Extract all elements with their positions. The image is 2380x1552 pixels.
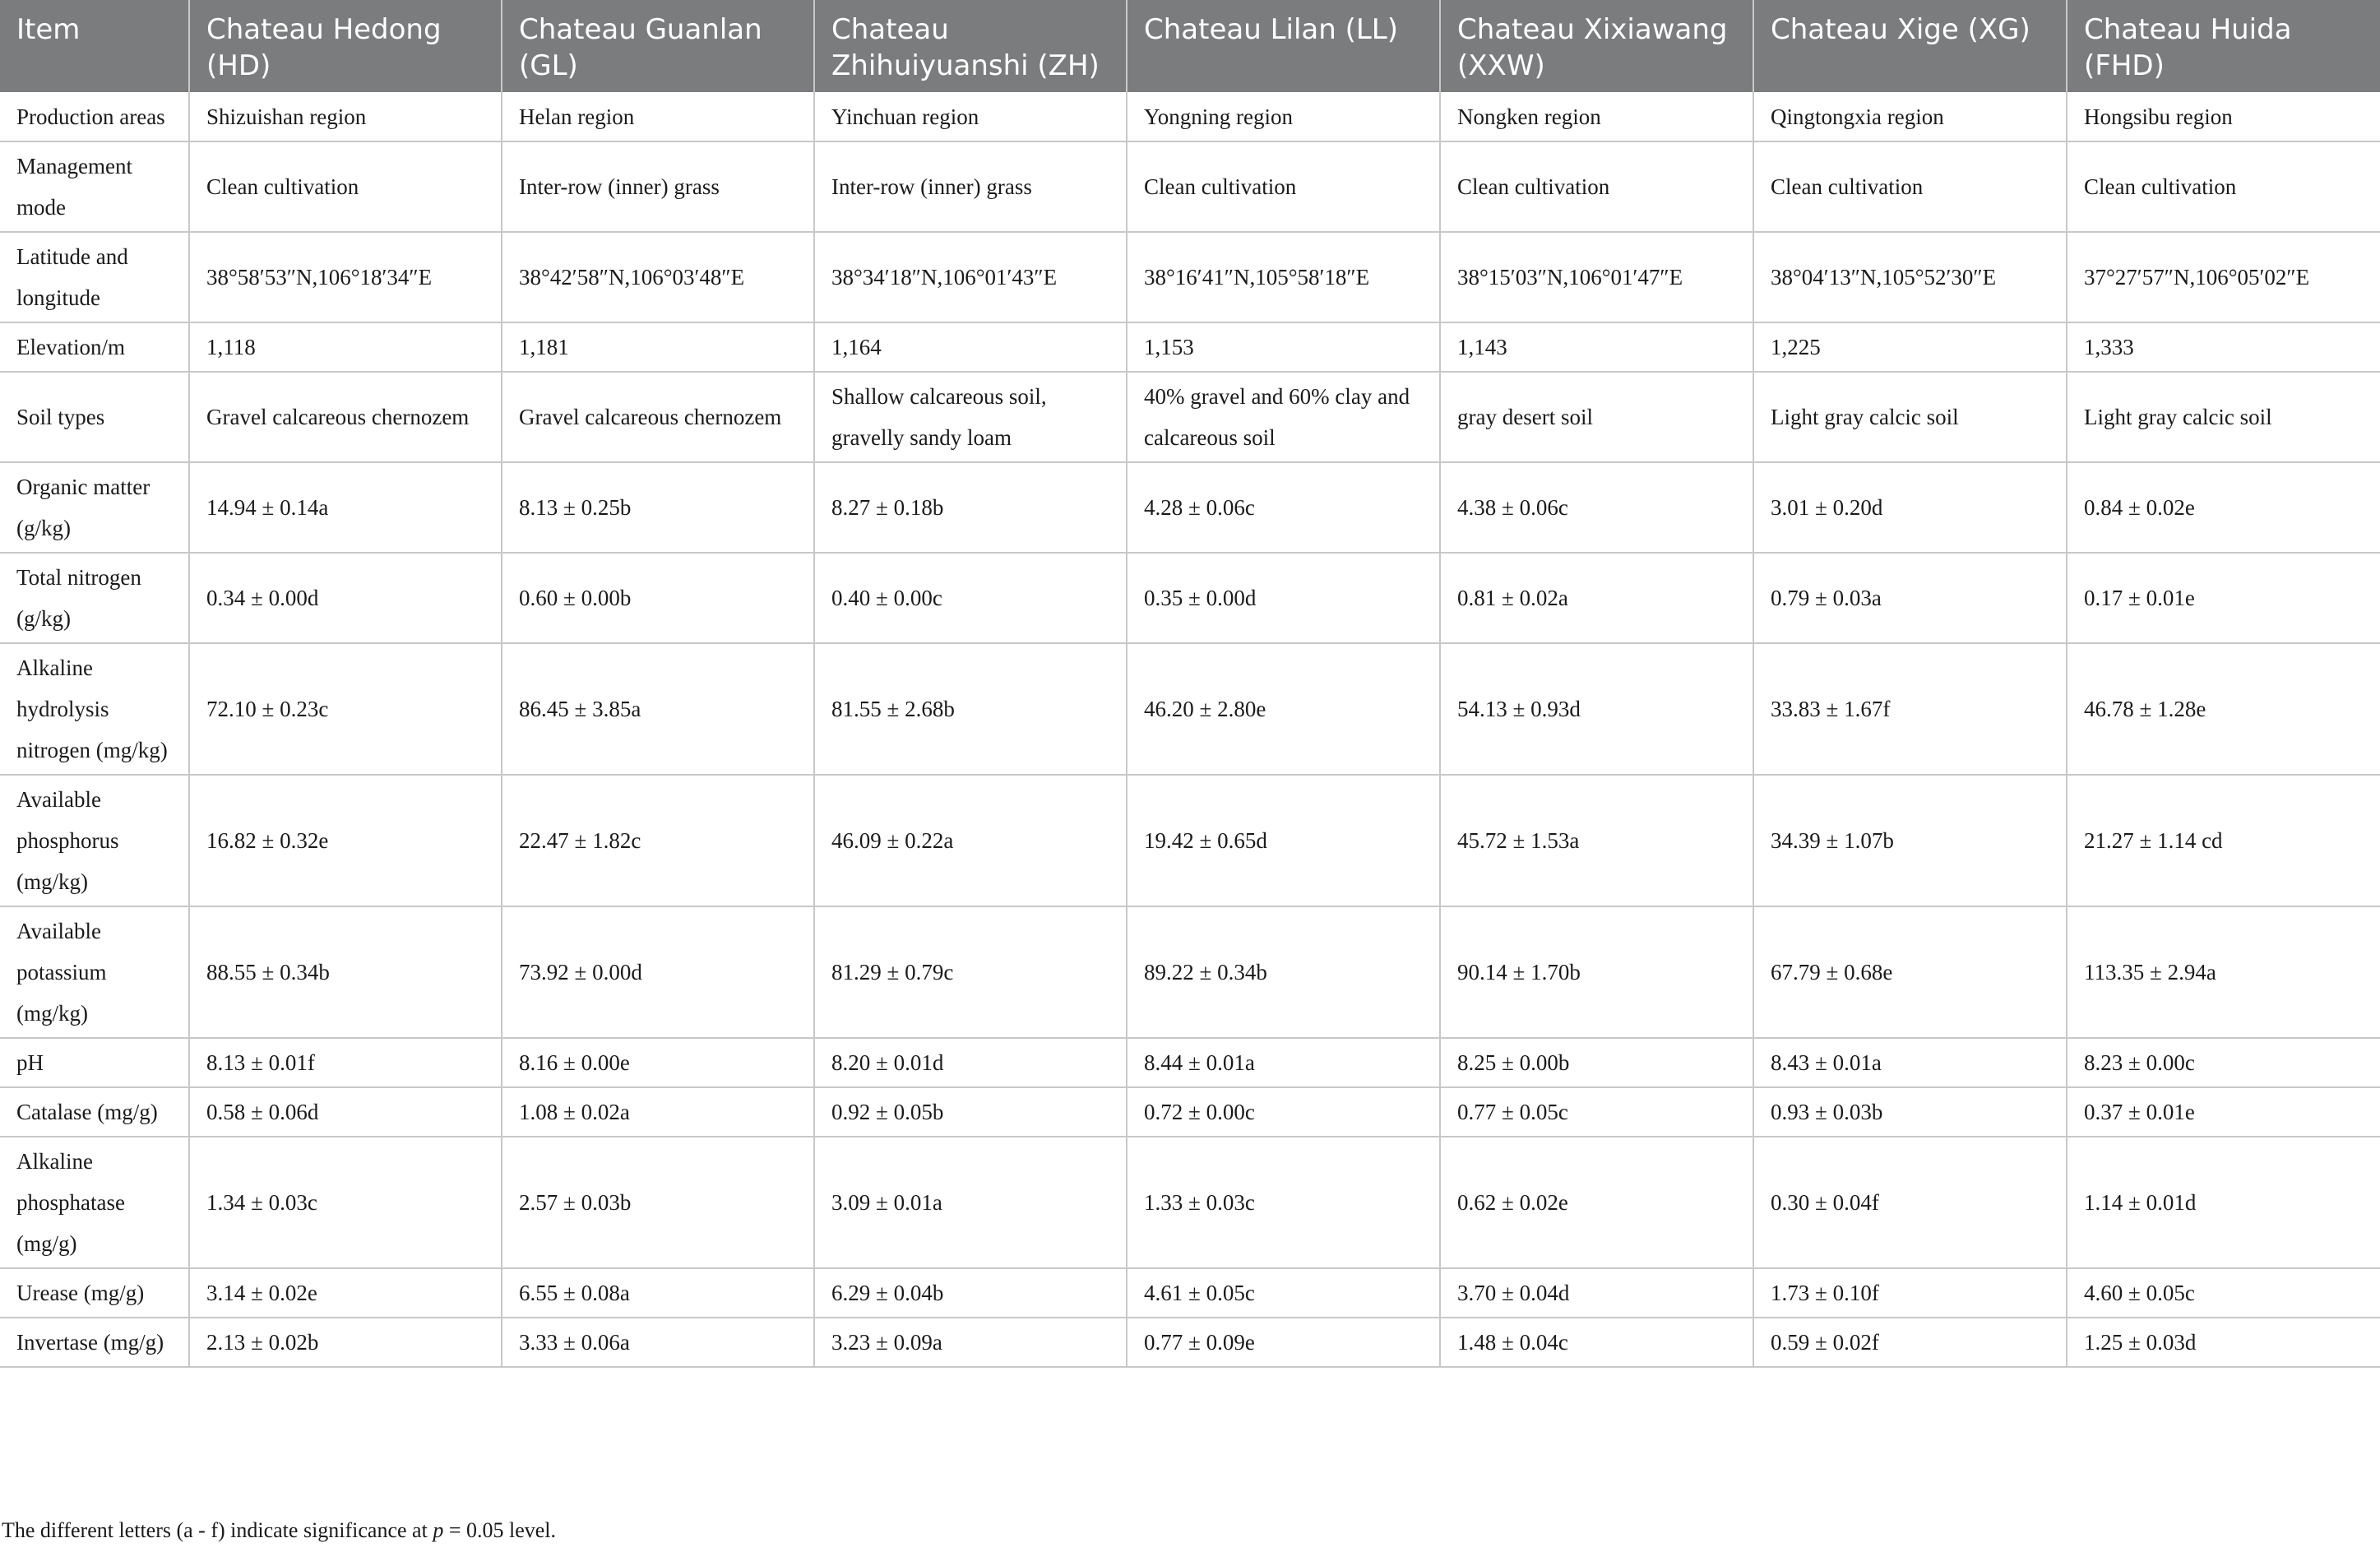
row-label-cell: Latitude and longitude <box>0 232 189 322</box>
table-cell: 45.72 ± 1.53a <box>1440 775 1753 906</box>
column-header-chateau: Chateau Hedong (HD) <box>189 0 502 92</box>
table-cell: 54.13 ± 0.93d <box>1440 643 1753 775</box>
table-cell: 3.14 ± 0.02e <box>189 1268 502 1318</box>
table-cell: Shizuishan region <box>189 92 502 141</box>
table-cell: Clean cultivation <box>1440 141 1753 232</box>
table-cell: 0.17 ± 0.01e <box>2067 553 2380 643</box>
table-cell: 8.25 ± 0.00b <box>1440 1038 1753 1087</box>
table-cell: 89.22 ± 0.34b <box>1127 906 1440 1038</box>
table-cell: 38°16′41″N,105°58′18″E <box>1127 232 1440 322</box>
table-cell: Shallow calcareous soil, gravelly sandy loam <box>814 372 1127 462</box>
table-cell: 0.58 ± 0.06d <box>189 1087 502 1137</box>
table-row <box>0 1087 2380 1137</box>
table-cell: 0.92 ± 0.05b <box>814 1087 1127 1137</box>
column-header-chateau: Chateau Huida (FHD) <box>2067 0 2380 92</box>
table-cell: 8.23 ± 0.00c <box>2067 1038 2380 1087</box>
table-cell: 8.44 ± 0.01a <box>1127 1038 1440 1087</box>
table-cell: Clean cultivation <box>2067 141 2380 232</box>
footnote-text-end: = 0.05 level. <box>443 1518 557 1542</box>
table-row <box>0 1318 2380 1367</box>
table-row <box>0 372 2380 462</box>
table-cell: 22.47 ± 1.82c <box>502 775 814 906</box>
table-cell: 38°42′58″N,106°03′48″E <box>502 232 814 322</box>
table-cell: 0.77 ± 0.05c <box>1440 1087 1753 1137</box>
table-cell: 33.83 ± 1.67f <box>1753 643 2067 775</box>
row-label-cell: Available potassium (mg/kg) <box>0 906 189 1038</box>
table-row <box>0 322 2380 372</box>
table-cell: 16.82 ± 0.32e <box>189 775 502 906</box>
column-header-chateau: Chateau Lilan (LL) <box>1127 0 1440 92</box>
row-label-cell: Soil types <box>0 372 189 462</box>
table-cell: Gravel calcareous chernozem <box>502 372 814 462</box>
table-cell: 38°34′18″N,106°01′43″E <box>814 232 1127 322</box>
row-label-cell: Alkaline hydrolysis nitrogen (mg/kg) <box>0 643 189 775</box>
table-cell: 90.14 ± 1.70b <box>1440 906 1753 1038</box>
row-label-cell: pH <box>0 1038 189 1087</box>
footnote-text: The different letters (a - f) indicate significance at <box>2 1518 433 1542</box>
table-cell: Nongken region <box>1440 92 1753 141</box>
table-cell: 0.30 ± 0.04f <box>1753 1137 2067 1268</box>
table-cell: Gravel calcareous chernozem <box>189 372 502 462</box>
table-cell: 38°04′13″N,105°52′30″E <box>1753 232 2067 322</box>
table-cell: 4.61 ± 0.05c <box>1127 1268 1440 1318</box>
table-cell: 1,118 <box>189 322 502 372</box>
table-cell: 1,225 <box>1753 322 2067 372</box>
table-cell: 46.78 ± 1.28e <box>2067 643 2380 775</box>
table-cell: 3.70 ± 0.04d <box>1440 1268 1753 1318</box>
table-cell: 38°15′03″N,106°01′47″E <box>1440 232 1753 322</box>
table-cell: 4.38 ± 0.06c <box>1440 462 1753 553</box>
table-row <box>0 643 2380 775</box>
row-label-cell: Alkaline phosphatase (mg/g) <box>0 1137 189 1268</box>
table-cell: Clean cultivation <box>189 141 502 232</box>
table-cell: 1,333 <box>2067 322 2380 372</box>
row-label-cell: Production areas <box>0 92 189 141</box>
row-label-cell: Elevation/m <box>0 322 189 372</box>
table-cell: 1.08 ± 0.02a <box>502 1087 814 1137</box>
table-cell: Yinchuan region <box>814 92 1127 141</box>
table-cell: 21.27 ± 1.14 cd <box>2067 775 2380 906</box>
table-cell: 81.55 ± 2.68b <box>814 643 1127 775</box>
table-cell: 38°58′53″N,106°18′34″E <box>189 232 502 322</box>
table-row <box>0 775 2380 906</box>
table-cell: 1.48 ± 0.04c <box>1440 1318 1753 1367</box>
table-cell: 3.01 ± 0.20d <box>1753 462 2067 553</box>
table-cell: 67.79 ± 0.68e <box>1753 906 2067 1038</box>
table-cell: 1.25 ± 0.03d <box>2067 1318 2380 1367</box>
table-cell: 46.20 ± 2.80e <box>1127 643 1440 775</box>
table-cell: 40% gravel and 60% clay and calcareous soil <box>1127 372 1440 462</box>
row-label-cell: Management mode <box>0 141 189 232</box>
table-cell: gray desert soil <box>1440 372 1753 462</box>
table-cell: 8.13 ± 0.25b <box>502 462 814 553</box>
table-cell: 8.16 ± 0.00e <box>502 1038 814 1087</box>
table-cell: 113.35 ± 2.94a <box>2067 906 2380 1038</box>
table-cell: 2.13 ± 0.02b <box>189 1318 502 1367</box>
table-cell: 34.39 ± 1.07b <box>1753 775 2067 906</box>
table-cell: 72.10 ± 0.23c <box>189 643 502 775</box>
table-row <box>0 1038 2380 1087</box>
table-cell: 1,164 <box>814 322 1127 372</box>
row-label-cell: Available phosphorus (mg/kg) <box>0 775 189 906</box>
row-label-cell: Organic matter (g/kg) <box>0 462 189 553</box>
table-cell: 0.79 ± 0.03a <box>1753 553 2067 643</box>
table-cell: 6.29 ± 0.04b <box>814 1268 1127 1318</box>
table-cell: Light gray calcic soil <box>1753 372 2067 462</box>
table-row <box>0 232 2380 322</box>
table-body <box>0 92 2380 1367</box>
table-cell: 73.92 ± 0.00d <box>502 906 814 1038</box>
table-cell: 86.45 ± 3.85a <box>502 643 814 775</box>
row-label-cell: Catalase (mg/g) <box>0 1087 189 1137</box>
table-cell: 14.94 ± 0.14a <box>189 462 502 553</box>
table-cell: 0.77 ± 0.09e <box>1127 1318 1440 1367</box>
table-cell: 0.62 ± 0.02e <box>1440 1137 1753 1268</box>
row-label-cell: Invertase (mg/g) <box>0 1318 189 1367</box>
table-cell: 1,143 <box>1440 322 1753 372</box>
table-cell: 0.72 ± 0.00c <box>1127 1087 1440 1137</box>
table-cell: 81.29 ± 0.79c <box>814 906 1127 1038</box>
table-cell: 19.42 ± 0.65d <box>1127 775 1440 906</box>
table-cell: 0.84 ± 0.02e <box>2067 462 2380 553</box>
table-cell: 3.33 ± 0.06a <box>502 1318 814 1367</box>
table-cell: Clean cultivation <box>1127 141 1440 232</box>
table-cell: 6.55 ± 0.08a <box>502 1268 814 1318</box>
table-footnote <box>0 1518 556 1543</box>
table-cell: 1.33 ± 0.03c <box>1127 1137 1440 1268</box>
table-cell: 1,153 <box>1127 322 1440 372</box>
table-cell: 8.20 ± 0.01d <box>814 1038 1127 1087</box>
table-cell: 1.34 ± 0.03c <box>189 1137 502 1268</box>
column-header-chateau: Chateau Xixiawang (XXW) <box>1440 0 1753 92</box>
table-cell: 1.14 ± 0.01d <box>2067 1137 2380 1268</box>
table-cell: Helan region <box>502 92 814 141</box>
row-label-cell: Urease (mg/g) <box>0 1268 189 1318</box>
column-header-chateau: Chateau Guanlan (GL) <box>502 0 814 92</box>
table-row <box>0 1137 2380 1268</box>
table-cell: 4.28 ± 0.06c <box>1127 462 1440 553</box>
table-cell: Qingtongxia region <box>1753 92 2067 141</box>
row-label-cell: Total nitrogen (g/kg) <box>0 553 189 643</box>
table-row <box>0 1268 2380 1318</box>
table-cell: 0.37 ± 0.01e <box>2067 1087 2380 1137</box>
table-cell: 4.60 ± 0.05c <box>2067 1268 2380 1318</box>
table-cell: Inter-row (inner) grass <box>502 141 814 232</box>
table-cell: Light gray calcic soil <box>2067 372 2380 462</box>
table-cell: 0.93 ± 0.03b <box>1753 1087 2067 1137</box>
table-row <box>0 462 2380 553</box>
table-cell: 8.27 ± 0.18b <box>814 462 1127 553</box>
table-cell: 0.35 ± 0.00d <box>1127 553 1440 643</box>
table-cell: 1.73 ± 0.10f <box>1753 1268 2067 1318</box>
table-cell: 0.34 ± 0.00d <box>189 553 502 643</box>
footnote-p-symbol: p <box>433 1518 444 1542</box>
table-cell: Clean cultivation <box>1753 141 2067 232</box>
table-cell: 0.60 ± 0.00b <box>502 553 814 643</box>
table-cell: 8.13 ± 0.01f <box>189 1038 502 1087</box>
table-cell: 3.23 ± 0.09a <box>814 1318 1127 1367</box>
table-cell: 8.43 ± 0.01a <box>1753 1038 2067 1087</box>
table-cell: 0.59 ± 0.02f <box>1753 1318 2067 1367</box>
table-cell: Hongsibu region <box>2067 92 2380 141</box>
table-cell: 0.81 ± 0.02a <box>1440 553 1753 643</box>
table-row <box>0 553 2380 643</box>
table-row <box>0 141 2380 232</box>
table-row <box>0 92 2380 141</box>
table-row <box>0 906 2380 1038</box>
table-cell: 1,181 <box>502 322 814 372</box>
table-cell: 46.09 ± 0.22a <box>814 775 1127 906</box>
table-cell: 3.09 ± 0.01a <box>814 1137 1127 1268</box>
table-cell: 88.55 ± 0.34b <box>189 906 502 1038</box>
table-cell: Inter-row (inner) grass <box>814 141 1127 232</box>
table-cell: 0.40 ± 0.00c <box>814 553 1127 643</box>
table-cell: Yongning region <box>1127 92 1440 141</box>
table-cell: 37°27′57″N,106°05′02″E <box>2067 232 2380 322</box>
column-header-chateau: Chateau Zhihuiyuanshi (ZH) <box>814 0 1127 92</box>
column-header-chateau: Chateau Xige (XG) <box>1753 0 2067 92</box>
table-header-row <box>0 0 2380 92</box>
table-cell: 2.57 ± 0.03b <box>502 1137 814 1268</box>
column-header-item: Item <box>0 0 189 92</box>
